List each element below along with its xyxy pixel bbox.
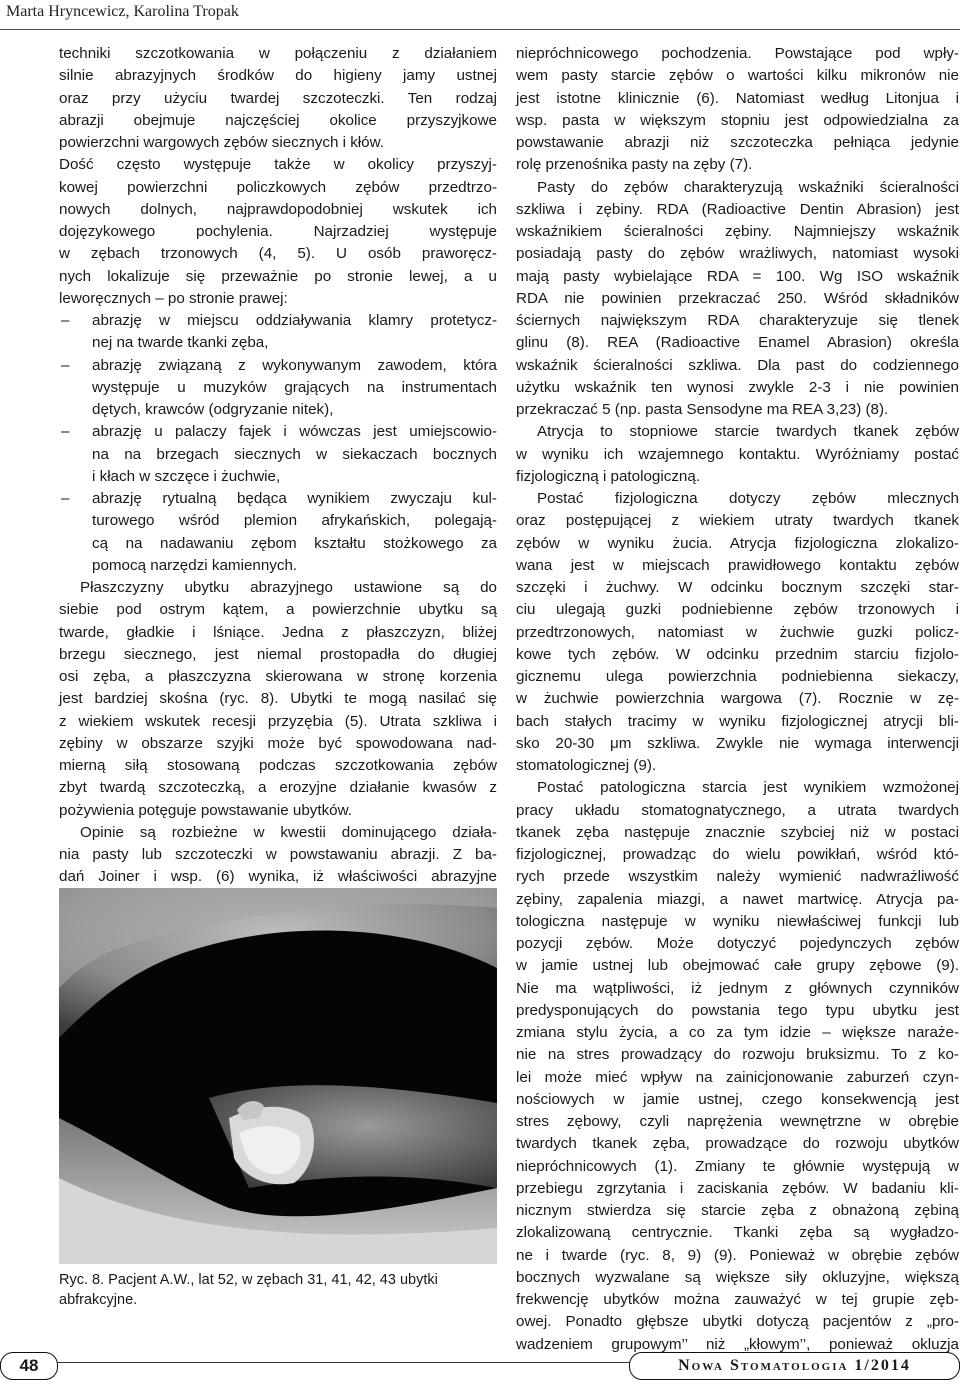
body-text-line <box>59 533 497 555</box>
line-text: silnie abrazyjnych środków do higieny jamy ustnej <box>59 67 497 85</box>
body-text-line <box>516 488 959 510</box>
body-text-line <box>59 332 497 354</box>
line-text: nie na stres prowadzący do rozwoju bruksizmu. To z ko- <box>516 1046 959 1064</box>
body-text-line <box>516 332 959 354</box>
line-text: nicznym stwierdza się starcie zęba z obnażoną zębiną <box>516 1202 959 1219</box>
line-text: nych lokalizuje się przeważnie po stronie lewej, a u <box>59 267 497 285</box>
body-text-line <box>516 1067 959 1089</box>
body-text-line <box>516 1222 959 1244</box>
body-text-line <box>59 733 497 755</box>
body-text-line <box>59 444 497 466</box>
line-text: owej. Ponadto głębsze ubytki dotyczą pacjentów z „pro- <box>516 1313 959 1331</box>
body-text-line <box>516 288 959 310</box>
body-text-line <box>59 243 497 265</box>
line-text: wskaźnik ścieralności szkliwa. Dla past do codziennego <box>516 356 959 374</box>
body-text-line <box>59 711 497 733</box>
line-text: kowe tych zębów. W odcinku przednim starciu fizjolo- <box>516 645 959 663</box>
line-text: Postać fizjologiczna dotyczy zębów mlecznych <box>537 490 959 507</box>
line-text: twarde, gładkie i lśniące. Jedna z płaszczyzn, bliżej <box>59 623 497 641</box>
line-text: pozycji zębów. Może dotyczyć pojedynczych zębów <box>516 935 959 952</box>
body-text-line <box>59 65 497 87</box>
body-text-line <box>59 800 497 822</box>
body-text-line <box>59 555 497 577</box>
line-text: wskaźnikiem ścieralności zębiny. Najmniejszy wskaźnik <box>516 223 959 240</box>
body-text-line <box>516 1267 959 1289</box>
journal-title-badge: Nowa Stomatologia 1/2014 <box>629 1352 960 1380</box>
line-text: posiadają pasty do zębów wrażliwych, natomiast wysoki <box>516 245 959 263</box>
body-text-line <box>516 466 959 488</box>
line-text: zębów w wyniku żucia. Atrycja fizjologiczna zlokalizo- <box>516 534 959 552</box>
body-text-line <box>516 599 959 621</box>
body-text-line <box>59 644 497 666</box>
figure-caption: Ryc. 8. Pacjent A.W., lat 52, w zębach 31, 41, 42, 43 ubytki abfrakcyjne. <box>59 1272 438 1308</box>
body-text-line <box>516 355 959 377</box>
body-text-line <box>59 177 497 199</box>
body-text-line <box>516 1111 959 1133</box>
line-text: wem pasty starcie zębów o wartości kilku mikronów nie <box>516 67 959 85</box>
body-text-line <box>516 844 959 866</box>
line-text: bocznych wyzwalane są większe siły okluzyjne, większą <box>516 1268 959 1286</box>
list-dash-marker: – <box>61 423 70 441</box>
line-text: występuje u muzyków grających na instrumentach <box>92 378 497 396</box>
body-text-line <box>516 955 959 977</box>
header-rule <box>0 29 960 30</box>
body-text-line <box>59 199 497 221</box>
body-text-line <box>59 866 497 888</box>
line-text: przebiegu zgrzytania i zaciskania zębów. W badaniu kli- <box>516 1179 959 1197</box>
body-text-line <box>59 310 497 332</box>
line-text: tologiczna następuje w wyniku niewłaściwej funkcji lub <box>516 912 959 930</box>
body-text-line <box>516 911 959 933</box>
line-text: wsp. pasta w większym stopniu jest odpowiedzialna za <box>516 111 959 129</box>
line-text: rych przede wszystkim należy wymienić nadwrażliwość <box>516 868 959 886</box>
body-text-line <box>516 1044 959 1066</box>
line-text: wana jest w miejscach prawidłowego kontaktu zębów <box>516 556 959 574</box>
body-text-line <box>59 577 497 599</box>
line-text: i kłach w szczęce i żuchwie, <box>92 467 281 485</box>
line-text: abrazję związaną z wykonywanym zawodem, która <box>92 356 497 374</box>
line-text: ściernych największym RDA charakteryzuje się tlenek <box>516 312 959 329</box>
body-text-line <box>516 177 959 199</box>
line-text: jest istotne klinicznie (6). Natomiast według Litonjua i <box>516 89 959 107</box>
body-text-line <box>516 65 959 87</box>
line-text: turowego wśród plemion afrykańskich, polegają- <box>92 512 497 530</box>
line-text: przekraczać 5 (np. pasta Sensodyne ma REA 3,23) (8). <box>516 401 889 418</box>
body-text-line <box>59 777 497 799</box>
line-text: zbyt twardą szczoteczką, a erozyjne działanie kwasów z <box>59 779 497 797</box>
running-header-authors: Marta Hryncewicz, Karolina Tropak <box>6 3 239 20</box>
body-text-line <box>516 733 959 755</box>
line-text: RDA nie powinien przekraczać 250. Wśród składników <box>516 289 959 307</box>
line-text: predysponujących do powstania tego typu ubytku jest <box>516 1001 959 1019</box>
line-text: niepróchnicowych (1). Zmiany te głównie występują w <box>516 1157 959 1175</box>
line-text: bach stałych tracimy w wyniku fizjologicznej atrycji bli- <box>516 712 959 730</box>
line-text: mierną siłą stosowaną podczas szczotkowania zębów <box>59 757 497 774</box>
line-text: abrazji obejmuje najczęściej okolice przyszyjkowe <box>59 111 497 129</box>
line-text: Płaszczyzny ubytku abrazyjnego ustawione są do <box>80 579 497 596</box>
body-text-line <box>59 221 497 243</box>
line-text: jest bardziej skośna (ryc. 8). Ubytki te mogą nasilać się <box>59 690 497 708</box>
line-text: szczęki i żuchwy. W odcinku bocznym szczęki star- <box>516 579 959 596</box>
line-text: abrazję w miejscu oddziaływania klamry protetycz- <box>92 312 497 329</box>
body-text-line <box>516 221 959 243</box>
right-text-column <box>516 43 959 1356</box>
line-text: w żuchwie powierzchnia wargowa (7). Rocznie w zę- <box>516 690 959 708</box>
body-text-line <box>516 88 959 110</box>
body-text-line <box>516 688 959 710</box>
line-text: powierzchni wargowych zębów siecznych i kłów. <box>59 134 384 151</box>
body-text-line <box>59 399 497 421</box>
body-text-line <box>516 978 959 1000</box>
line-text: dań Joiner i wsp. (6) wynika, iż właściwości abrazyjne <box>59 868 497 886</box>
line-text: twardych tkanek zęba, prowadzące do rozwoju ubytków <box>516 1135 959 1153</box>
line-text: mają pasty wybielające RDA = 100. Wg ISO wskaźnik <box>516 267 959 285</box>
body-text-line <box>516 377 959 399</box>
body-text-line <box>59 355 497 377</box>
left-text-column <box>59 43 497 911</box>
line-text: dętych, krawców (odgryzanie nitek), <box>92 401 334 418</box>
body-text-line <box>516 555 959 577</box>
body-text-line <box>59 510 497 532</box>
line-text: dojęzykowego pochylenia. Najrzadziej występuje <box>59 223 497 240</box>
line-text: pracy układu stomatognatycznego, a utrata twardych <box>516 801 959 819</box>
line-text: zlokalizowaną centrycznie. Tkanki zęba są wygładzo- <box>516 1224 959 1242</box>
line-text: z wiekiem wskutek recesji przyzębia (5). Utrata szkliwa i <box>59 712 497 730</box>
body-text-line <box>516 421 959 443</box>
line-text: ne i twarde (ryc. 8, 9) (9). Ponieważ w obrębie zębów <box>516 1246 959 1264</box>
line-text: nowych dolnych, najprawdopodobniej wskutek ich <box>59 200 497 218</box>
body-text-line <box>516 1022 959 1044</box>
mouth-photo-illustration <box>59 888 497 1264</box>
body-text-line <box>59 132 497 154</box>
body-text-line <box>516 1089 959 1111</box>
body-text-line <box>59 488 497 510</box>
body-text-line <box>516 1178 959 1200</box>
line-text: stomatologicznej (9). <box>516 757 657 774</box>
body-text-line <box>59 110 497 132</box>
line-text: tkanek zęba następuje znacznie szybciej niż w postaci <box>516 823 959 841</box>
body-text-line <box>516 711 959 733</box>
line-text: niepróchnicowego pochodzenia. Powstające pod wpły- <box>516 45 959 62</box>
body-text-line <box>516 644 959 666</box>
line-text: pożywienia potęguje powstawanie ubytków. <box>59 801 352 819</box>
body-text-line <box>59 288 497 310</box>
body-text-line <box>516 933 959 955</box>
body-text-line <box>516 666 959 688</box>
line-text: Opinie są rozbieżne w kwestii dominującego działa- <box>80 823 497 841</box>
body-text-line <box>516 755 959 777</box>
body-text-line <box>59 666 497 688</box>
body-text-line <box>516 199 959 221</box>
line-text: brzegu siecznego, jest niemal prostopadła do długiej <box>59 645 497 663</box>
line-text: fizjologicznej, prowadząc do wielu powikłań, wśród któ- <box>516 846 959 863</box>
line-text: fizjologiczną i patologiczną. <box>516 467 701 485</box>
line-text: nej na twarde tkanki zęba, <box>92 334 269 352</box>
body-text-line <box>516 1200 959 1222</box>
line-text: leworęcznych – po stronie prawej: <box>59 289 288 307</box>
body-text-line <box>516 1289 959 1311</box>
line-text: stres zębowy, czyli naprężenia wewnętrzne w obrębie <box>516 1113 959 1130</box>
line-text: powstawanie abrazji niż szczoteczka pełniąca jedynie <box>516 134 959 151</box>
line-text: Atrycja to stopniowe starcie twardych tkanek zębów <box>537 423 959 441</box>
page-number-badge: 48 <box>0 1352 58 1380</box>
line-text: pomocą narzędzi kamiennych. <box>92 556 298 574</box>
line-text: oraz postępującej z wiekiem utraty twardych tkanek <box>516 512 959 530</box>
body-text-line <box>516 132 959 154</box>
line-text: abrazję u palaczy fajek i wówczas jest umiejscowio- <box>92 423 497 441</box>
line-text: abrazję rytualną będąca wynikiem zwyczaju kul- <box>92 490 497 507</box>
line-text: nościowych w jamie ustnej, czego konsekwencją jest <box>516 1090 959 1108</box>
line-text: w zębach trzonowych (4, 5). U osób praworęcz- <box>59 245 497 263</box>
line-text: wadzeniem grupowym’’ niż „kłowym’’, ponieważ okluzja <box>516 1335 959 1353</box>
body-text-line <box>59 599 497 621</box>
body-text-line <box>516 1245 959 1267</box>
line-text: zębiny, zapalenia miazgi, a nawet martwicę. Atrycja pa- <box>516 890 959 908</box>
line-text: techniki szczotkowania w połączeniu z działaniem <box>59 45 497 62</box>
body-text-line <box>516 1133 959 1155</box>
line-text: rolę przenośnika pasty na zęby (7). <box>516 156 753 174</box>
body-text-line <box>516 800 959 822</box>
body-text-line <box>59 421 497 443</box>
body-text-line <box>59 377 497 399</box>
line-text: szkliwa i zębiny. RDA (Radioactive Dentin Abrasion) jest <box>516 200 959 218</box>
line-text: lei może mieć wpływ na zainicjonowanie zaburzeń czyn- <box>516 1068 959 1086</box>
body-text-line <box>59 43 497 65</box>
body-text-line <box>516 310 959 332</box>
body-text-line <box>59 466 497 488</box>
line-text: sko 20-30 μm szkliwa. Zwykle nie wymaga interwencji <box>516 734 959 752</box>
line-text: frekwencję ubytków można zauważyć w tej grupie zęb- <box>516 1291 959 1308</box>
body-text-line <box>516 1311 959 1333</box>
line-text: Pasty do zębów charakteryzują wskaźniki ścieralności <box>537 178 959 196</box>
body-text-line <box>516 577 959 599</box>
line-text: oraz przy użyciu twardej szczoteczki. Ten rodzaj <box>59 89 497 107</box>
body-text-line <box>516 444 959 466</box>
line-text: nia pasty lub szczoteczki w powstawaniu abrazji. Z ba- <box>59 846 497 863</box>
line-text: na na brzegach siecznych w siekaczach bocznych <box>92 445 497 463</box>
body-text-line <box>516 399 959 421</box>
body-text-line <box>59 822 497 844</box>
body-text-line <box>59 266 497 288</box>
body-text-line <box>516 533 959 555</box>
body-text-line <box>516 1156 959 1178</box>
line-text: osi zęba, a płaszczyzna skierowana w stronę korzenia <box>59 668 497 685</box>
line-text: glinu (8). REA (Radioactive Enamel Abrasion) określa <box>516 334 959 352</box>
body-text-line <box>516 889 959 911</box>
line-text: Postać patologiczna starcia jest wynikiem wzmożonej <box>537 779 959 797</box>
list-dash-marker: – <box>61 312 70 329</box>
body-text-line <box>516 43 959 65</box>
line-text: w wyniku ich wzajemnego kontaktu. Wyróżniamy postać <box>516 445 959 463</box>
line-text: Nie ma wątpliwości, iż jednym z głównych czynników <box>516 979 959 997</box>
body-text-line <box>59 88 497 110</box>
line-text: użytku wskaźnik ten wynosi zwykle 2-3 i nie powinien <box>516 378 959 396</box>
body-text-line <box>516 510 959 532</box>
body-text-line <box>516 110 959 132</box>
body-text-line <box>516 822 959 844</box>
line-text: Dość często występuje także w okolicy przyszyj- <box>59 156 497 174</box>
line-text: siebie pod ostrym kątem, a powierzchnie ubytku są <box>59 601 497 619</box>
body-text-line <box>516 1000 959 1022</box>
body-text-line <box>516 243 959 265</box>
body-text-line <box>59 844 497 866</box>
line-text: zębiny w obszarze szyjki może być spowodowana nad- <box>59 734 497 752</box>
line-text: kowej powierzchni policzkowych zębów przedtrzo- <box>59 178 497 196</box>
line-text: ciu ulegają guzki podniebienne zębów trzonowych i <box>516 601 959 619</box>
body-text-line <box>516 622 959 644</box>
line-text: cą na nadawaniu zębom kształtu stożkowego za <box>92 534 497 552</box>
line-text: w jamie ustnej lub obejmować całe grupy zębowe (9). <box>516 957 959 975</box>
line-text: gicznemu ulega powierzchnia podniebienna siekaczy, <box>516 668 959 685</box>
body-text-line <box>516 777 959 799</box>
body-text-line <box>516 266 959 288</box>
line-text: zmiana stylu życia, a co za tym idzie – większe naraże- <box>516 1024 959 1041</box>
body-text-line <box>59 688 497 710</box>
figure-8-photo <box>59 888 497 1264</box>
body-text-line <box>59 755 497 777</box>
body-text-line <box>59 154 497 176</box>
list-dash-marker: – <box>61 356 70 374</box>
list-dash-marker: – <box>61 490 70 507</box>
line-text: przedtrzonowych, natomiast w żuchwie guzki policz- <box>516 623 959 641</box>
body-text-line <box>59 622 497 644</box>
body-text-line <box>516 154 959 176</box>
body-text-line <box>516 866 959 888</box>
